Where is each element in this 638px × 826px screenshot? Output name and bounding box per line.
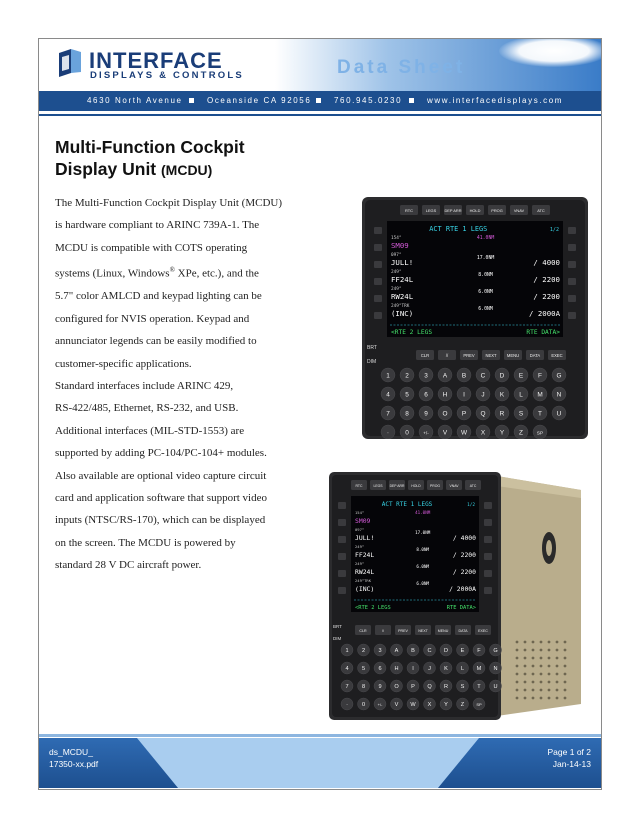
function-key-label: CLR — [359, 629, 367, 633]
keypad-key-label: C — [427, 648, 432, 655]
keypad-key-label: V — [394, 702, 399, 709]
leg-distance: 6.0NM — [416, 564, 429, 569]
keypad-key-label: 2 — [361, 648, 366, 655]
leg-altitude: / 4000 — [452, 534, 476, 542]
function-key-label: DATA — [529, 353, 541, 358]
leg-waypoint: FF24L — [391, 275, 414, 284]
keypad-key-label: L — [460, 666, 465, 673]
screen-title: ACT RTE 1 LEGS — [429, 225, 488, 233]
leg-waypoint: SM09 — [355, 517, 371, 525]
top-key-label: DEP ARR — [389, 484, 405, 488]
keypad-key-label: C — [480, 372, 486, 380]
intro-paragraph — [55, 192, 282, 375]
leg-distance: 6.0NM — [416, 581, 429, 586]
leg-course: 154° — [391, 236, 402, 241]
line-select-key[interactable] — [484, 570, 492, 577]
keypad-key-label: I — [412, 666, 414, 673]
body-line: on the screen. The MCDU is powered by — [55, 536, 236, 549]
keypad-key-label: H — [442, 391, 448, 399]
title-abbr: (MCDU) — [161, 162, 213, 178]
function-key-label: // — [382, 629, 384, 633]
keypad-key-label: N — [556, 391, 562, 399]
top-key-label: ATC — [469, 484, 477, 488]
leg-course: 249°TRK — [391, 304, 410, 309]
keypad-key-label: I — [463, 391, 465, 399]
body-line: Also available are optional video capture circuit — [55, 469, 267, 482]
keypad-key-label: S — [518, 410, 524, 418]
keypad-key-label: X — [427, 702, 432, 709]
keypad-key-label: · — [386, 429, 390, 437]
registered-mark: ® — [169, 266, 175, 275]
leg-waypoint: JULL! — [355, 534, 375, 542]
top-key-label: HOLD — [411, 484, 421, 488]
doc-id-line-2: 17350-xx.pdf — [49, 759, 99, 769]
body-line: RS-422/485, Ethernet, RS-232, and USB. — [55, 402, 239, 415]
keypad-key-label: E — [518, 372, 524, 380]
line-select-key[interactable] — [374, 261, 382, 268]
keypad-key-label: M — [476, 666, 482, 673]
keypad-key-label: 1 — [386, 372, 390, 380]
leg-distance: 6.0NM — [478, 307, 493, 312]
leg-course: 249° — [355, 544, 365, 549]
footer-doc-id — [49, 746, 98, 770]
keypad-key-label: W — [410, 702, 416, 709]
line-select-key[interactable] — [484, 536, 492, 543]
lsk-prompt-left: <RTE 2 LEGS — [391, 329, 433, 336]
line-select-key[interactable] — [568, 295, 576, 302]
brt-label: BRT — [367, 345, 377, 351]
keypad-key-label: D — [443, 648, 449, 655]
leg-course: 097° — [355, 527, 365, 532]
line-select-key[interactable] — [374, 278, 382, 285]
company-name: INTERFACE — [89, 48, 223, 73]
function-key-label: EXEC — [551, 353, 563, 358]
keypad-key-label: V — [442, 429, 448, 437]
keypad-key-label: 5 — [405, 391, 409, 399]
leg-distance: 41.0NM — [476, 236, 495, 241]
line-select-key[interactable] — [484, 502, 492, 509]
top-key-label: DEP ARR — [444, 208, 462, 213]
screen-page: 1/2 — [549, 227, 559, 233]
leg-course: 249° — [391, 287, 402, 292]
website-link[interactable]: www.interfacedisplays.com — [427, 96, 564, 105]
body-line: is hardware compliant to ARINC 739A-1. The — [55, 219, 260, 232]
separator-square-icon — [409, 98, 414, 103]
leg-waypoint: RW24L — [355, 568, 375, 576]
keypad-key-label: +/- — [423, 430, 429, 436]
leg-waypoint: JULL! — [391, 258, 414, 267]
keypad-key-label: K — [444, 666, 448, 673]
title-line-1: Multi-Function Cockpit — [55, 137, 245, 157]
keypad-key-label: G — [493, 648, 498, 655]
line-select-key[interactable] — [484, 587, 492, 594]
top-key-label: PROG — [491, 208, 503, 213]
keypad-key-label: T — [538, 410, 542, 418]
line-select-key[interactable] — [484, 553, 492, 560]
keypad-key-label: G — [556, 372, 562, 380]
data-sheet-page — [38, 38, 602, 790]
phone-text: 760.945.0230 — [334, 96, 403, 105]
keypad-key-label: F — [538, 372, 542, 380]
page-title — [55, 136, 245, 181]
keypad-key-label: U — [493, 684, 498, 691]
keypad-key-label: 9 — [424, 410, 428, 418]
keypad-key-label: M — [537, 391, 543, 399]
keypad-key-label: F — [477, 648, 481, 655]
lsk-prompt-left: <RTE 2 LEGS — [355, 605, 391, 611]
function-key-label: CLR — [420, 353, 430, 358]
leg-course: 249° — [355, 561, 365, 566]
keypad-key-label: · — [346, 702, 348, 709]
keypad-key-label: 8 — [361, 684, 366, 691]
line-select-key[interactable] — [374, 295, 382, 302]
keypad-key-label: 3 — [424, 372, 428, 380]
line-select-key[interactable] — [568, 227, 576, 234]
keypad-key-label: R — [443, 684, 449, 691]
dim-label: DIM — [367, 359, 377, 365]
function-key-label: PREV — [463, 353, 475, 358]
footer-page-info — [548, 746, 591, 770]
function-key-label: NEXT — [485, 353, 497, 358]
interfaces-paragraph — [55, 375, 267, 577]
keypad-key-label: A — [442, 372, 448, 380]
dim-label: DIM — [333, 636, 342, 641]
leg-waypoint: SM09 — [391, 241, 409, 250]
leg-altitude: / 2200 — [452, 551, 476, 559]
keypad-key-label: +/- — [377, 702, 383, 708]
cloud-graphic — [499, 38, 602, 67]
keypad-key-label: SP — [536, 430, 544, 436]
keypad-key-label: S — [460, 684, 465, 691]
keypad-key-label: X — [480, 429, 486, 437]
top-key-label: HOLD — [469, 208, 481, 213]
footer-divider — [39, 734, 601, 737]
leg-waypoint: (INC) — [355, 585, 375, 593]
leg-altitude: / 2200 — [452, 568, 476, 576]
top-key-label: RTC — [405, 208, 413, 213]
top-key-label: RTC — [355, 484, 363, 488]
line-select-key[interactable] — [568, 261, 576, 268]
keypad-key-label: B — [461, 372, 467, 380]
keypad-key-label: J — [428, 666, 431, 673]
city-text: Oceanside CA 92056 — [207, 96, 312, 105]
leg-altitude: / 4000 — [533, 258, 560, 267]
leg-distance: 8.0NM — [478, 273, 493, 278]
keypad-key-label: T — [477, 684, 481, 691]
keypad-key-label: 4 — [386, 391, 390, 399]
body-line: inputs (NTSC/RS-170), which can be displayed — [55, 514, 266, 527]
line-select-key[interactable] — [568, 312, 576, 319]
address-text: 4630 North Avenue — [87, 96, 183, 105]
keypad-key-label: 3 — [378, 648, 382, 655]
keypad-key-label: 6 — [378, 666, 382, 673]
keypad-key-label: K — [499, 391, 505, 399]
keypad-key-label: D — [499, 372, 505, 380]
function-key-label: EXEC — [478, 629, 488, 633]
function-key-label: PREV — [398, 629, 408, 633]
body-line: MCDU is compatible with COTS operating — [55, 241, 248, 254]
body-line: standard 28 V DC aircraft power. — [55, 559, 202, 572]
title-line-2: Display Unit — [55, 159, 157, 179]
line-select-key[interactable] — [338, 587, 346, 594]
line-select-key[interactable] — [338, 536, 346, 543]
lsk-prompt-right: RTE DATA> — [526, 329, 560, 336]
leg-waypoint: RW24L — [391, 292, 414, 301]
keypad-key-label: Q — [427, 684, 432, 691]
keypad-key-label: O — [442, 410, 448, 418]
function-key-label: MENU — [506, 353, 520, 358]
line-select-key[interactable] — [338, 570, 346, 577]
document-date: Jan-14-13 — [552, 759, 591, 769]
brt-label: BRT — [333, 624, 342, 629]
keypad-key-label: R — [499, 410, 505, 418]
leg-distance: 17.0NM — [476, 256, 495, 261]
separator-square-icon — [189, 98, 194, 103]
contact-bar — [39, 91, 601, 111]
top-key-label: VNAV — [513, 208, 525, 213]
header-banner — [39, 39, 601, 95]
leg-waypoint: (INC) — [391, 309, 414, 318]
keypad-key-label: 0 — [405, 429, 409, 437]
keypad-key-label: 7 — [345, 684, 349, 691]
keypad-key-label: U — [556, 410, 562, 418]
body-line: The Multi-Function Cockpit Display Unit (MCDU) — [55, 197, 283, 209]
keypad-key-label: SP — [476, 702, 482, 708]
keypad-key-label: 5 — [361, 666, 366, 673]
mcdu-front-photo — [362, 197, 588, 439]
leg-distance: 6.0NM — [478, 290, 493, 295]
body-line: configured for NVIS operation. Keypad and — [55, 312, 250, 325]
line-select-key[interactable] — [484, 519, 492, 526]
body-line: card and application software that support video — [55, 492, 267, 505]
line-select-key[interactable] — [374, 312, 382, 319]
leg-distance: 8.0NM — [416, 547, 429, 552]
line-select-key[interactable] — [374, 227, 382, 234]
keypad-key-label: 1 — [345, 648, 349, 655]
leg-altitude: / 2200 — [533, 275, 560, 284]
body-line: systems (Linux, Windows® XPe, etc.), and the — [55, 266, 259, 280]
mcdu-angled-photo — [329, 472, 584, 720]
top-key-label: ATC — [537, 208, 545, 213]
footer-stripe — [137, 738, 479, 788]
keypad-key-label: E — [460, 648, 465, 655]
body-line: Additional interfaces (MIL-STD-1553) are — [55, 424, 245, 437]
keypad-key-label: 7 — [386, 410, 390, 418]
keypad-key-label: L — [519, 391, 523, 399]
keypad-key-label: Z — [519, 429, 523, 437]
top-key-label: PROG — [430, 484, 440, 488]
keypad-key-label: A — [394, 648, 399, 655]
separator-square-icon — [316, 98, 321, 103]
doc-id-line-1: ds_MCDU_ — [49, 747, 93, 757]
leg-altitude: / 2200 — [533, 292, 560, 301]
leg-distance: 17.0NM — [415, 530, 431, 535]
leg-waypoint: FF24L — [355, 551, 375, 559]
screen-page: 1/2 — [467, 503, 475, 508]
leg-course: 097° — [391, 253, 402, 258]
keypad-key-label: 9 — [378, 684, 382, 691]
line-select-key[interactable] — [568, 278, 576, 285]
screen-title: ACT RTE 1 LEGS — [381, 501, 433, 508]
company-subtitle: DISPLAYS & CONTROLS — [90, 70, 244, 81]
keypad-key-label: 2 — [405, 372, 409, 380]
keypad-key-label: J — [481, 391, 485, 399]
keypad-key-label: 4 — [345, 666, 349, 673]
top-key-label: LEGS — [373, 484, 383, 488]
line-select-key[interactable] — [374, 244, 382, 251]
page-number: Page 1 of 2 — [547, 747, 591, 757]
keypad-key-label: O — [394, 684, 399, 691]
leg-course: 249° — [391, 270, 402, 275]
function-key-label: NEXT — [418, 629, 428, 633]
keypad-key-label: H — [394, 666, 399, 673]
line-select-key[interactable] — [568, 244, 576, 251]
keypad-key-label: P — [411, 684, 415, 691]
function-key-label: MENU — [437, 629, 449, 633]
keypad-key-label: Y — [444, 702, 448, 709]
keypad-key-label: 6 — [424, 391, 428, 399]
body-line: supported by adding PC-104/PC-104+ modules. — [55, 447, 267, 460]
keypad-key-label: W — [460, 429, 468, 437]
interface-logo-icon — [57, 49, 83, 77]
function-key-label: DATA — [458, 629, 468, 633]
line-select-key[interactable] — [338, 502, 346, 509]
keypad-key-label: P — [461, 410, 467, 418]
top-key-label: LEGS — [425, 208, 437, 213]
body-line: 5.7" color AMLCD and keypad lighting can be — [55, 290, 262, 303]
line-select-key[interactable] — [338, 553, 346, 560]
keypad-key-label: 0 — [361, 702, 366, 709]
leg-altitude: / 2000A — [528, 309, 560, 318]
doc-type-label: Data Sheet — [337, 57, 466, 78]
keypad-key-label: 8 — [405, 410, 409, 418]
header-divider — [39, 114, 601, 116]
keypad-key-label: Q — [480, 410, 486, 418]
leg-distance: 41.0NM — [415, 510, 431, 515]
top-key-label: VNAV — [449, 484, 459, 488]
lsk-prompt-right: RTE DATA> — [446, 605, 476, 611]
body-line: Standard interfaces include ARINC 429, — [55, 380, 234, 392]
keypad-key-label: Z — [460, 702, 465, 709]
line-select-key[interactable] — [338, 519, 346, 526]
leg-course: 249°TRK — [355, 578, 372, 583]
keypad-key-label: Y — [499, 429, 505, 437]
keypad-key-label: B — [411, 648, 415, 655]
leg-altitude: / 2000A — [449, 585, 476, 593]
leg-course: 154° — [355, 510, 365, 515]
body-line: customer-specific applications. — [55, 357, 192, 370]
keypad-key-label: N — [493, 666, 498, 673]
function-key-label: // — [445, 353, 449, 358]
body-line: annunciator legends can be easily modified to — [55, 335, 257, 348]
